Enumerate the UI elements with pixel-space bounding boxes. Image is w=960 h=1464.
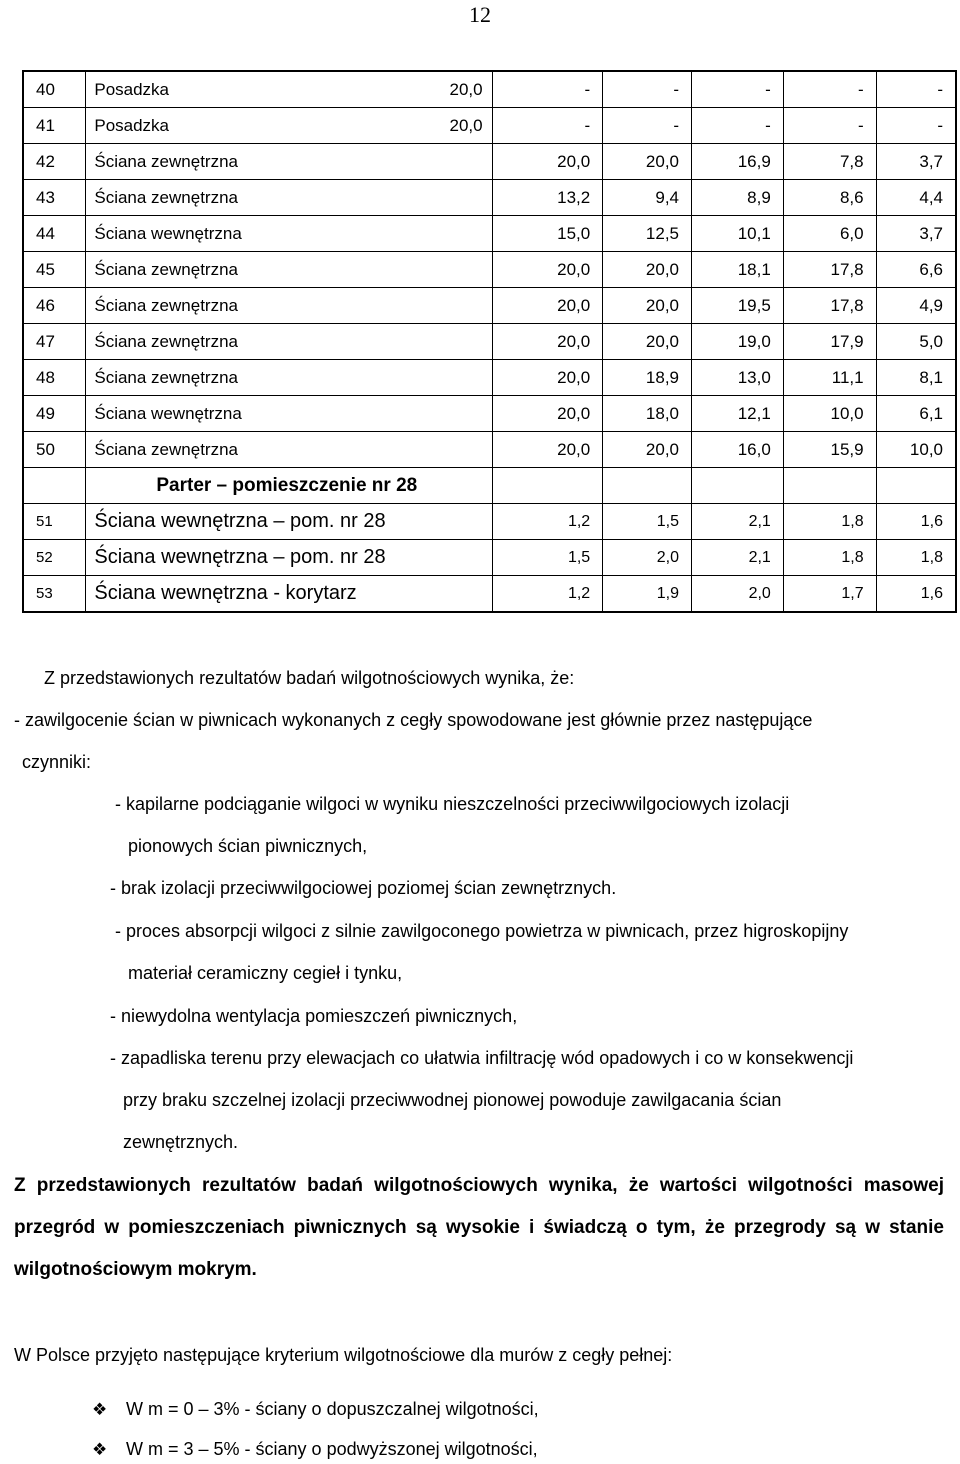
cause-item-5-line3: zewnętrznych.	[123, 1132, 239, 1152]
table-row	[23, 360, 956, 396]
moisture-value: 18,0	[603, 396, 692, 432]
moisture-value: 19,5	[692, 288, 784, 324]
cause-text-line2: czynniki:	[22, 752, 92, 772]
moisture-value: 20,0	[603, 144, 692, 180]
element-description: Ściana zewnętrzna	[86, 252, 493, 288]
moisture-value: 2,0	[692, 576, 784, 613]
moisture-value: 1,8	[783, 504, 876, 540]
cause-item-5-line1: - zapadliska terenu przy elewacjach co ułatwia infiltrację wód opadowych i co w konsekwencji	[110, 1048, 854, 1068]
moisture-value: -	[876, 71, 956, 108]
moisture-value	[876, 468, 956, 504]
section-heading: Parter – pomieszczenie nr 28	[86, 468, 493, 504]
moisture-value: 8,9	[692, 180, 784, 216]
moisture-value: 18,1	[692, 252, 784, 288]
moisture-value: 20,0	[493, 396, 603, 432]
moisture-value: 1,8	[876, 540, 956, 576]
row-number: 41	[23, 108, 86, 144]
element-description: Ściana zewnętrzna	[86, 360, 493, 396]
moisture-value: 16,9	[692, 144, 784, 180]
moisture-value	[493, 468, 603, 504]
moisture-value: 1,2	[493, 576, 603, 613]
table-row	[23, 504, 956, 540]
table-section-row	[23, 468, 956, 504]
table-row	[23, 576, 956, 613]
moisture-value: 8,6	[783, 180, 876, 216]
table-row	[23, 324, 956, 360]
moisture-value: -	[692, 108, 784, 144]
moisture-value: 9,4	[603, 180, 692, 216]
moisture-value: -	[603, 71, 692, 108]
moisture-value: 15,0	[493, 216, 603, 252]
table-row	[23, 540, 956, 576]
row-number: 51	[23, 504, 86, 540]
row-number: 40	[23, 71, 86, 108]
table-row	[23, 432, 956, 468]
moisture-value: 1,6	[876, 504, 956, 540]
moisture-value: 20,0	[493, 432, 603, 468]
table-row	[23, 144, 956, 180]
bullet-text: W m = 3 – 5% - ściany o podwyższonej wilgotności,	[126, 1439, 538, 1459]
table-row	[23, 180, 956, 216]
conclusion-paragraph: Z przedstawionych rezultatów badań wilgotnościowych wynika, że wartości wilgotności masowej przegród w pomieszczeniach piwnicznych są wysokie i świadczą o tym, że przegrody są w stanie wilgotnościowym mokrym.	[14, 1175, 944, 1280]
moisture-value: 10,1	[692, 216, 784, 252]
moisture-value: 1,9	[603, 576, 692, 613]
cause-item-4: - niewydolna wentylacja pomieszczeń piwnicznych,	[110, 1006, 518, 1026]
moisture-value: 13,0	[692, 360, 784, 396]
moisture-value: 2,1	[692, 540, 784, 576]
cause-item-2: - brak izolacji przeciwwilgociowej poziomej ścian zewnętrznych.	[110, 878, 617, 898]
diamond-bullet-icon: ❖	[92, 1400, 108, 1419]
row-number: 45	[23, 252, 86, 288]
table-row	[23, 252, 956, 288]
diamond-bullet-icon: ❖	[92, 1440, 108, 1459]
moisture-value: 6,6	[876, 252, 956, 288]
element-description: Ściana wewnętrzna	[86, 216, 493, 252]
cause-item-5-line2: przy braku szczelnej izolacji przeciwwodnej pionowej powoduje zawilgacania ścian	[123, 1090, 782, 1110]
moisture-value: 1,8	[783, 540, 876, 576]
moisture-value	[783, 468, 876, 504]
element-description: Ściana zewnętrzna	[86, 288, 493, 324]
moisture-value: 3,7	[876, 216, 956, 252]
bullet-item-2	[92, 1438, 538, 1461]
element-description: Posadzka	[86, 108, 493, 144]
moisture-value: 10,0	[876, 432, 956, 468]
moisture-value: 1,6	[876, 576, 956, 613]
table-row	[23, 108, 956, 144]
element-description: Ściana zewnętrzna	[86, 144, 493, 180]
criterion-text: W Polsce przyjęto następujące kryterium wilgotnościowe dla murów z cegły pełnej:	[14, 1345, 673, 1365]
row-number: 43	[23, 180, 86, 216]
moisture-value: 13,2	[493, 180, 603, 216]
moisture-value: 20,0	[493, 324, 603, 360]
table-row	[23, 71, 956, 108]
row-number: 48	[23, 360, 86, 396]
moisture-value	[692, 468, 784, 504]
moisture-value: 12,1	[692, 396, 784, 432]
moisture-value: 17,9	[783, 324, 876, 360]
element-description: Ściana wewnętrzna – pom. nr 28	[86, 504, 493, 540]
moisture-value: 1,5	[603, 504, 692, 540]
element-description: Ściana wewnętrzna	[86, 396, 493, 432]
row-number	[23, 468, 86, 504]
table-row	[23, 288, 956, 324]
moisture-value: 20,0	[493, 252, 603, 288]
moisture-value: 2,1	[692, 504, 784, 540]
bullet-item-1	[92, 1398, 539, 1421]
row-number: 53	[23, 576, 86, 613]
moisture-table	[22, 70, 957, 613]
bullet-text: W m = 0 – 3% - ściany o dopuszczalnej wilgotności,	[126, 1399, 539, 1419]
row-number: 52	[23, 540, 86, 576]
cause-item-3-line1: - proces absorpcji wilgoci z silnie zawilgoconego powietrza w piwnicach, przez higroskopijny	[115, 921, 849, 941]
moisture-value: 20,0	[603, 288, 692, 324]
element-description: Ściana zewnętrzna	[86, 432, 493, 468]
element-description: Ściana zewnętrzna	[86, 180, 493, 216]
moisture-value: 11,1	[783, 360, 876, 396]
moisture-value: 15,9	[783, 432, 876, 468]
page-number: 12	[469, 2, 491, 27]
moisture-value: 1,2	[493, 504, 603, 540]
moisture-value: -	[692, 71, 784, 108]
moisture-value: -	[783, 108, 876, 144]
moisture-value: -	[783, 71, 876, 108]
table-row	[23, 396, 956, 432]
moisture-value: 20,0	[603, 252, 692, 288]
moisture-value: 8,1	[876, 360, 956, 396]
moisture-value: 4,4	[876, 180, 956, 216]
moisture-value	[603, 468, 692, 504]
moisture-value: 20,0	[449, 80, 483, 99]
cause-item-1-line2: pionowych ścian piwnicznych,	[128, 836, 368, 856]
table-row	[23, 216, 956, 252]
element-description: Ściana wewnętrzna - korytarz	[86, 576, 493, 613]
moisture-value: 6,0	[783, 216, 876, 252]
moisture-value: 17,8	[783, 252, 876, 288]
cause-item-1-line1: - kapilarne podciąganie wilgoci w wyniku nieszczelności przeciwwilgociowych izolacji	[115, 794, 790, 814]
moisture-value: 7,8	[783, 144, 876, 180]
element-description: Ściana wewnętrzna – pom. nr 28	[86, 540, 493, 576]
moisture-value: 20,0	[493, 360, 603, 396]
row-number: 46	[23, 288, 86, 324]
moisture-value: 2,0	[603, 540, 692, 576]
moisture-value: 5,0	[876, 324, 956, 360]
moisture-value: 4,9	[876, 288, 956, 324]
row-number: 44	[23, 216, 86, 252]
moisture-value: 17,8	[783, 288, 876, 324]
intro-text: Z przedstawionych rezultatów badań wilgotnościowych wynika, że:	[44, 668, 575, 688]
moisture-value: 16,0	[692, 432, 784, 468]
moisture-value: 6,1	[876, 396, 956, 432]
moisture-value: -	[603, 108, 692, 144]
row-number: 42	[23, 144, 86, 180]
moisture-value: 20,0	[493, 144, 603, 180]
moisture-value: 3,7	[876, 144, 956, 180]
moisture-value: 18,9	[603, 360, 692, 396]
element-description: Ściana zewnętrzna	[86, 324, 493, 360]
element-description: Posadzka	[86, 71, 493, 108]
moisture-value: 19,0	[692, 324, 784, 360]
moisture-value: -	[876, 108, 956, 144]
moisture-value: 1,7	[783, 576, 876, 613]
row-number: 50	[23, 432, 86, 468]
cause-text-line1: - zawilgocenie ścian w piwnicach wykonanych z cegły spowodowane jest głównie przez następujące	[14, 710, 813, 730]
moisture-value: 20,0	[449, 116, 483, 135]
row-number: 47	[23, 324, 86, 360]
moisture-value: 10,0	[783, 396, 876, 432]
moisture-value: 12,5	[603, 216, 692, 252]
moisture-value: 20,0	[603, 324, 692, 360]
moisture-value: 1,5	[493, 540, 603, 576]
moisture-value: -	[584, 80, 591, 99]
moisture-value: 20,0	[493, 288, 603, 324]
row-number: 49	[23, 396, 86, 432]
moisture-value: -	[584, 116, 591, 135]
moisture-value: 20,0	[603, 432, 692, 468]
cause-item-3-line2: materiał ceramiczny cegieł i tynku,	[128, 963, 403, 983]
